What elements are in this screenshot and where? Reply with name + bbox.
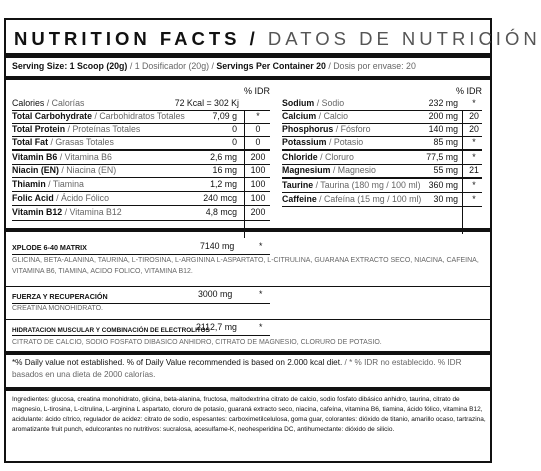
nutrient-amount: 232 mg (428, 98, 458, 108)
divider-thick-footnote (6, 351, 490, 355)
nutrient-es: / Cloruro (317, 152, 354, 162)
nutrient-name (282, 137, 363, 148)
nutrient-idr: * (472, 98, 476, 108)
nutrient-en: Total Carbohydrate (12, 111, 92, 121)
nutrient-amount: 140 mg (428, 124, 458, 134)
blend-section-divider (6, 286, 490, 287)
nutrient-es: / Vitamina B6 (57, 152, 112, 162)
nutrient-name (282, 152, 354, 163)
nutrient-es: / Calcio (316, 111, 349, 121)
title-separator: / (249, 28, 259, 49)
nutrient-en: Vitamin B12 (12, 207, 63, 217)
nutrient-name (12, 193, 109, 204)
nutrient-amount: 200 mg (428, 111, 458, 121)
nutrient-idr: 0 (255, 137, 261, 147)
nutrient-es: / Fósforo (333, 124, 371, 134)
row-divider (12, 149, 270, 151)
nutrient-amount: 55 mg (433, 165, 458, 175)
nutrient-amount: 2,6 mg (210, 152, 237, 162)
nutrient-idr: * (472, 180, 476, 190)
row-divider (12, 191, 270, 192)
nutrient-en: Calories (12, 98, 45, 108)
nutrient-name (12, 137, 114, 148)
blend-name: XPLODE 6-40 MATRIX (12, 243, 87, 252)
left-idr-column-rule (244, 110, 245, 238)
nutrition-facts-panel (4, 18, 541, 463)
row-divider (12, 205, 270, 206)
nutrient-es: / Ácido Fólico (53, 193, 109, 203)
row-divider (282, 206, 482, 207)
nutrient-en: Folic Acid (12, 193, 54, 203)
nutrient-en: Vitamin B6 (12, 152, 58, 162)
nutrient-es: / Taurina (180 mg / 100 ml) (313, 180, 421, 190)
nutrient-name (282, 98, 344, 109)
title-english: NUTRITION FACTS (14, 28, 241, 49)
nutrient-idr: * (472, 137, 476, 147)
servings-per-container-es: / Dosis por envase: 20 (325, 61, 416, 71)
divider-thick-blends (6, 228, 490, 232)
blend-section-divider (6, 319, 490, 320)
nutrient-name (12, 152, 112, 163)
nutrient-idr: 20 (469, 111, 479, 121)
nutrient-amount: 7,09 g (212, 111, 237, 121)
nutrient-name (12, 98, 84, 109)
nutrient-es: / Proteínas Totales (65, 124, 141, 134)
nutrient-name (12, 207, 122, 218)
nutrient-idr: 200 (250, 152, 266, 162)
divider-thick-top (6, 53, 490, 58)
nutrient-amount: 77,5 mg (426, 152, 458, 162)
nutrient-en: Taurine (282, 180, 314, 190)
nutrient-idr: 20 (469, 124, 479, 134)
blend-name: HIDRATACION MUSCULAR Y COMBINACIÓN DE ELECTROLITOS (12, 327, 210, 334)
row-divider (12, 177, 270, 178)
nutrient-idr: * (472, 194, 476, 204)
nutrient-idr: 21 (469, 165, 479, 175)
nutrient-idr: 100 (250, 179, 266, 189)
footnote-spanish: / * % IDR no establecido. % IDR basados en una dieta de 2000 calorías. (12, 358, 462, 379)
nutrient-es: / Tiamina (45, 179, 84, 189)
nutrient-amount: 30 mg (433, 194, 458, 204)
nutrient-idr: * (256, 111, 260, 121)
nutrient-en: Niacin (EN) (12, 165, 59, 175)
ingredients-list: Ingredientes: glucosa, creatina monohidrato, glicina, beta-alanina, fructosa, maltodextrina citrato de calcio, sodio fosfato dibásico anhidro, taurina, citrato de magnesio, L-tirosina, L-citrulina, L-arginina L aspartato, cloruro de potasio, guaraná extracto seco, niacina, cafeína, vitamina B6, tiamina, ácido fólico, vitamina B12, acidulante: ácido cítrico, regulador de acidez: citrato de sodio, espesantes: carboximetilcelulosa, goma guar, colorantes: dióxido de titanio, amarillo ocaso, tartrazina, aromatizante fruit punch, edulcorantes no nutritivos: sucralosa, acesulfame-K, neohesperidina DC, antihumectante: dióxido de silicio. (12, 396, 486, 433)
row-divider (282, 177, 482, 179)
blend-idr: * (259, 241, 263, 251)
nutrient-idr: * (472, 152, 476, 162)
title-spanish: DATOS DE NUTRICIÓN (267, 28, 541, 49)
nutrient-amount: 4,8 mcg (205, 207, 237, 217)
footnote-english: *% Daily value not established. % of Daily Value recommended is based on 2.000 kcal diet. (12, 358, 343, 367)
nutrient-amount: 0 (232, 124, 237, 134)
divider-thick-ingredients (6, 387, 490, 391)
row-divider (282, 192, 482, 193)
right-idr-header: % IDR (455, 86, 482, 96)
nutrient-en: Thiamin (12, 179, 46, 189)
divider-thick-serving (6, 76, 490, 80)
nutrient-amount: 85 mg (433, 137, 458, 147)
right-idr-column-rule (462, 110, 463, 234)
row-divider (12, 220, 270, 221)
blend-idr: * (259, 322, 263, 332)
nutrient-amount: 16 mg (212, 165, 237, 175)
left-idr-header: % IDR (243, 86, 270, 96)
nutrient-en: Chloride (282, 152, 318, 162)
nutrient-name (12, 111, 185, 122)
blend-amount: 3000 mg (198, 289, 233, 299)
servings-per-container-en: Servings Per Container 20 (216, 61, 326, 71)
serving-size-es: / 1 Dosificador (20g) / (127, 61, 217, 71)
nutrient-es: / Vitamina B12 (62, 207, 122, 217)
nutrient-amount: 0 (232, 137, 237, 147)
blend-description: CITRATO DE CALCIO, SODIO FOSFATO DIBASICO ANHIDRO, CITRATO DE MAGNESIO, CLORURO DE POTASIO. (12, 339, 382, 346)
nutrient-name (282, 124, 370, 135)
nutrient-en: Magnesium (282, 165, 331, 175)
blend-amount: 2112,7 mg (196, 322, 237, 332)
nutrient-amount: 240 mcg (203, 193, 237, 203)
blend-divider (12, 335, 270, 336)
nutrient-en: Total Protein (12, 124, 66, 134)
nutrient-name (282, 165, 376, 176)
nutrient-es: / Sodio (314, 98, 345, 108)
nutrient-amount: 1,2 mg (210, 179, 237, 189)
nutrient-idr: 200 (250, 207, 266, 217)
nutrient-amount: 360 mg (428, 180, 458, 190)
nutrient-name (12, 179, 84, 190)
row-divider (282, 149, 482, 151)
nutrient-es: / Niacina (EN) (58, 165, 117, 175)
nutrient-en: Sodium (282, 98, 315, 108)
nutrient-en: Potassium (282, 137, 327, 147)
nutrient-amount: 72 Kcal = 302 Kj (174, 98, 239, 108)
blend-description: GLICINA, BETA-ALANINA, TAURINA, L-TIROSINA, L-ARGININA L-ASPARTATO, L-CITRULINA, GUARANA EXTRACTO SECO, NIACINA, CAFEINA, VITAMINA B6, TIAMINA, ACIDO FOLICO, VITAMINA B12. (12, 257, 479, 275)
panel-title (14, 28, 541, 50)
nutrient-name (12, 165, 116, 176)
nutrient-es: / Grasas Totales (48, 137, 114, 147)
blend-name: FUERZA Y RECUPERACIÓN (12, 292, 108, 301)
blend-amount: 7140 mg (200, 241, 235, 251)
nutrient-idr: 100 (250, 193, 266, 203)
nutrient-es: / Cafeína (15 mg / 100 ml) (316, 194, 422, 204)
blend-idr: * (259, 289, 263, 299)
nutrient-name (282, 111, 348, 122)
serving-size-en: Serving Size: 1 Scoop (20g) (12, 61, 128, 71)
serving-info (12, 61, 416, 72)
nutrient-en: Total Fat (12, 137, 48, 147)
nutrient-en: Caffeine (282, 194, 317, 204)
nutrient-es: / Calorías (44, 98, 85, 108)
blend-divider (12, 254, 270, 255)
nutrient-en: Calcium (282, 111, 317, 121)
nutrient-idr: 100 (250, 165, 266, 175)
daily-value-footnote (12, 357, 486, 381)
nutrient-es: / Carbohidratos Totales (92, 111, 185, 121)
nutrient-es: / Potasio (326, 137, 364, 147)
blend-description: CREATINA MONOHIDRATO. (12, 305, 104, 312)
nutrient-idr: 0 (255, 124, 261, 134)
nutrient-en: Phosphorus (282, 124, 334, 134)
nutrient-name (12, 124, 140, 135)
nutrient-es: / Magnesio (330, 165, 376, 175)
